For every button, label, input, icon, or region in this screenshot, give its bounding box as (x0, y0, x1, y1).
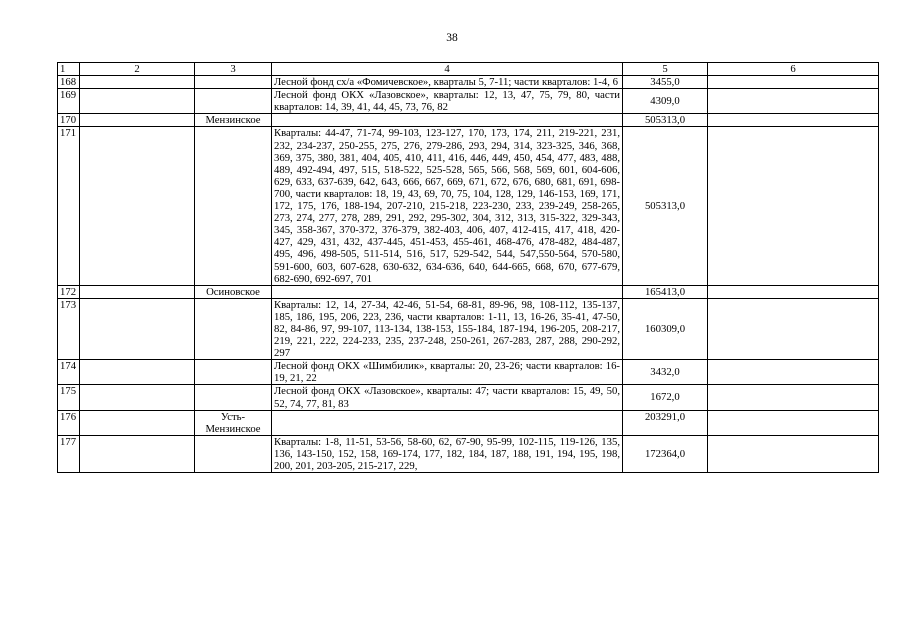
area-cell: 505313,0 (623, 114, 708, 127)
settlement-cell: Усть-Мензинское (195, 410, 272, 435)
settlement-cell (195, 360, 272, 385)
description-cell: Кварталы: 1-8, 11-51, 53-56, 58-60, 62, 67-90, 95-99, 102-115, 119-126, 135, 136, 143-150, 152, 158, 169-174, 177, 182, 184, 187, 188, 191, 194, 195, 198, 200, 201, 203-205, 215-217, 229, (272, 435, 623, 472)
area-cell: 3455,0 (623, 76, 708, 89)
area-cell: 160309,0 (623, 298, 708, 359)
column-6-cell (708, 298, 879, 359)
description-cell: Лесной фонд ОКХ «Лазовское», кварталы: 12, 13, 47, 75, 79, 80, части кварталов: 14, 39, 41, 44, 45, 73, 76, 82 (272, 89, 623, 114)
row-number-cell: 177 (58, 435, 80, 472)
settlement-cell (195, 435, 272, 472)
settlement-cell (195, 385, 272, 410)
area-cell: 505313,0 (623, 127, 708, 285)
column-6-cell (708, 435, 879, 472)
settlement-cell: Осиновское (195, 285, 272, 298)
description-cell (272, 285, 623, 298)
description-cell: Лесной фонд сх/а «Фомичевское», кварталы 5, 7-11; части кварталов: 1-4, 6 (272, 76, 623, 89)
row-number-cell: 171 (58, 127, 80, 285)
column-6-cell (708, 76, 879, 89)
column-6-cell (708, 127, 879, 285)
header-cell: 2 (80, 63, 195, 76)
description-cell (272, 410, 623, 435)
table-row (58, 435, 879, 472)
header-cell: 1 (58, 63, 80, 76)
row-number-cell: 176 (58, 410, 80, 435)
row-number-cell: 169 (58, 89, 80, 114)
settlement-cell (195, 89, 272, 114)
table-row (58, 410, 879, 435)
column-6-cell (708, 89, 879, 114)
row-number-cell: 174 (58, 360, 80, 385)
column-2-cell (80, 127, 195, 285)
settlement-cell: Мензинское (195, 114, 272, 127)
header-cell: 5 (623, 63, 708, 76)
column-2-cell (80, 360, 195, 385)
column-6-cell (708, 360, 879, 385)
column-2-cell (80, 114, 195, 127)
table-row (58, 127, 879, 285)
header-row (58, 63, 879, 76)
column-6-cell (708, 410, 879, 435)
header-cell: 6 (708, 63, 879, 76)
column-6-cell (708, 285, 879, 298)
area-cell: 4309,0 (623, 89, 708, 114)
area-cell: 172364,0 (623, 435, 708, 472)
area-cell: 203291,0 (623, 410, 708, 435)
area-cell: 1672,0 (623, 385, 708, 410)
column-2-cell (80, 76, 195, 89)
column-2-cell (80, 410, 195, 435)
table-row (58, 285, 879, 298)
table-row (58, 114, 879, 127)
description-cell: Кварталы: 44-47, 71-74, 99-103, 123-127, 170, 173, 174, 211, 219-221, 231, 232, 234-237, 250-255, 275, 276, 279-286, 293, 294, 314, 323-325, 346, 368, 369, 375, 380, 381, 404, 405, 410, 411, 416, 446, 449, 450, 454, 477, 483, 488, 489, 492-494, 497, 515, 518-522, 525-528, 565, 566, 568, 569, 601, 604-606, 629, 633, 637-639, 642, 643, 666, 667, 669, 671, 672, 676, 680, 681, 691, 698-700, части кварталов: 18, 19, 43, 69, 70, 75, 104, 128, 129, 146-153, 169, 171, 172, 175, 176, 188-194, 207-210, 215-218, 223-230, 233, 239-249, 258-265, 273, 274, 277, 278, 289, 291, 292, 295-302, 304, 312, 313, 315-322, 329-343, 345, 358-367, 370-372, 376-379, 382-403, 406, 407, 412-415, 417, 418, 420-427, 429, 431, 432, 437-445, 451-453, 455-461, 468-476, 478-482, 484-487, 495, 496, 498-505, 511-514, 516, 517, 529-542, 544, 547,550-564, 570-580, 591-600, 603, 607-628, 630-632, 634-636, 640, 644-665, 668, 670, 677-679, 682-690, 692-697, 701 (272, 127, 623, 285)
table-row (58, 385, 879, 410)
column-2-cell (80, 435, 195, 472)
description-cell: Лесной фонд ОКХ «Шимбилик», кварталы: 20, 23-26; части кварталов: 16-19, 21, 22 (272, 360, 623, 385)
table-row (58, 76, 879, 89)
description-cell: Лесной фонд ОКХ «Лазовское», кварталы: 47; части кварталов: 15, 49, 50, 52, 74, 77, 81, 83 (272, 385, 623, 410)
header-cell: 4 (272, 63, 623, 76)
row-number-cell: 168 (58, 76, 80, 89)
table-row (58, 298, 879, 359)
column-6-cell (708, 385, 879, 410)
row-number-cell: 172 (58, 285, 80, 298)
column-2-cell (80, 285, 195, 298)
area-cell: 165413,0 (623, 285, 708, 298)
column-2-cell (80, 298, 195, 359)
table-row (58, 360, 879, 385)
column-2-cell (80, 385, 195, 410)
settlement-cell (195, 76, 272, 89)
settlement-cell (195, 298, 272, 359)
forest-register-table (57, 62, 879, 473)
area-cell: 3432,0 (623, 360, 708, 385)
table-row (58, 89, 879, 114)
row-number-cell: 173 (58, 298, 80, 359)
settlement-cell (195, 127, 272, 285)
description-cell: Кварталы: 12, 14, 27-34, 42-46, 51-54, 68-81, 89-96, 98, 108-112, 135-137, 185, 186, 195, 206, 223, 236, части кварталов: 1-11, 13, 16-26, 35-41, 47-50, 82, 84-86, 97, 99-107, 113-134, 138-153, 155-184, 187-194, 196-205, 208-217, 219, 221, 222, 224-233, 235, 237-248, 250-261, 267-283, 287, 288, 290-292, 297 (272, 298, 623, 359)
header-cell: 3 (195, 63, 272, 76)
description-cell (272, 114, 623, 127)
column-6-cell (708, 114, 879, 127)
page-number: 38 (446, 32, 458, 44)
column-2-cell (80, 89, 195, 114)
row-number-cell: 175 (58, 385, 80, 410)
row-number-cell: 170 (58, 114, 80, 127)
